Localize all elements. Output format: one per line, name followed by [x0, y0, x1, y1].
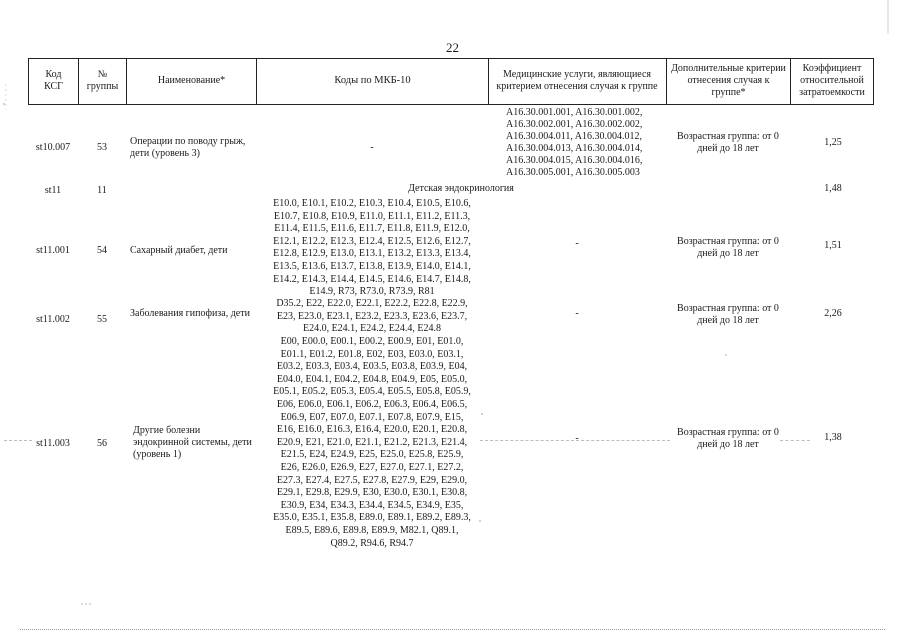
header-bottom-rule	[28, 104, 874, 105]
header-group-number: № группы	[86, 69, 119, 92]
row-profile: Детская эндокринология	[408, 183, 514, 194]
scan-dot	[81, 603, 83, 605]
scan-artifact-line	[780, 440, 810, 441]
header-divider	[666, 58, 667, 104]
page-number: 22	[446, 40, 459, 55]
header-divider	[790, 58, 791, 104]
row-group: 54	[97, 245, 107, 256]
header-divider	[873, 58, 874, 104]
row-group: 11	[97, 185, 107, 196]
scan-dot	[85, 603, 87, 605]
row-coefficient: 1,38	[824, 432, 842, 443]
row-code: st11.003	[36, 438, 70, 449]
row-group: 53	[97, 142, 107, 153]
row-coefficient: 1,25	[824, 137, 842, 148]
header-divider	[488, 58, 489, 104]
row-criteria: Возрастная группа: от 0 дней до 18 лет	[677, 303, 779, 326]
header-services: Медицинские услуги, являющиеся критерием отнесения случая к группе	[496, 69, 658, 92]
row-coefficient: 2,26	[824, 308, 842, 319]
row-name: Операции по поводу грыж, дети (уровень 3)	[130, 136, 246, 159]
scan-dot	[89, 603, 91, 605]
scan-artifact-line	[4, 440, 32, 441]
row-code: st10.007	[35, 142, 71, 153]
row-code: st11	[44, 185, 62, 196]
header-criteria: Дополнительные критерии отнесения случая к группе*	[671, 63, 786, 98]
header-code: Код КСГ	[44, 69, 63, 92]
row-code: st11.001	[36, 245, 70, 256]
header-name: Наименование*	[157, 75, 226, 86]
row-name: Другие болезни эндокринной системы, дети (уровень 1)	[133, 425, 252, 460]
row-services: -	[575, 433, 579, 444]
row-services: -	[575, 238, 579, 249]
row-coefficient: 1,48	[824, 183, 842, 194]
scan-artifact-line	[480, 440, 670, 441]
row-group: 56	[97, 438, 107, 449]
row-criteria: Возрастная группа: от 0 дней до 18 лет	[677, 131, 779, 154]
row-criteria: Возрастная группа: от 0 дней до 18 лет	[677, 427, 779, 450]
row-icd: E00, E00.0, E00.1, E00.2, E00.9, E01, E01.0, E01.1, E01.2, E01.8, E02, E03, E03.0, E03.1, E03.2, E03.3, E03.4, E03.5, E03.8, E03.9, E04, E04.0, E04.1, E04.2, E04.8, E04.9, E05, E05.0, E05.1, E05.2, E05.3, E05.4, E05.5, E05.8, E05.9, E06, E06.0, E06.1, E06.2, E06.3, E06.4, E06.5, E06.9, E07, E07.0, E07.1, E07.8, E07.9, E15, E16, E16.0, E16.3, E16.4, E20.0, E20.1, E20.8, E20.9, E21, E21.0, E21.1, E21.2, E21.3, E21.4, E21.5, E24, E24.9, E25, E25.0, E25.8, E25.9, E26, E26.0, E26.9, E27, E27.0, E27.1, E27.2, E27.3, E27.4, E27.5, E27.8, E27.9, E29, E29.0, E29.1, E29.8, E29.9, E30, E30.0, E30.1, E30.8, E30.9, E34, E34.3, E34.4, E34.5, E34.9, E35, E35.0, E35.1, E35.8, E89.0, E89.1, E89.2, E89.3, E89.5, E89.6, E89.8, E89.9, M82.1, Q89.1, Q89.2, R94.6, R94.7	[273, 336, 471, 549]
header-coefficient: Коэффициент относительной затратоемкости	[799, 63, 865, 98]
row-criteria: Возрастная группа: от 0 дней до 18 лет	[677, 236, 779, 259]
row-icd: -	[370, 142, 374, 153]
row-code: st11.002	[36, 314, 70, 325]
header-icd-codes: Коды по МКБ-10	[334, 75, 411, 86]
row-icd: D35.2, E22, E22.0, E22.1, E22.2, E22.8, E22.9, E23, E23.0, E23.1, E23.2, E23.3, E23.6, E23.7, E24.0, E24.1, E24.2, E24.4, E24.8	[276, 298, 468, 335]
row-services: A16.30.001.001, A16.30.001.002, A16.30.002.001, A16.30.002.002, A16.30.004.011, A16.30.004.012, A16.30.004.013, A16.30.004.014, A16.30.004.015, A16.30.004.016, A16.30.005.001, A16.30.005.003	[506, 107, 643, 178]
scan-dot	[725, 354, 727, 356]
row-icd: E10.0, E10.1, E10.2, E10.3, E10.4, E10.5, E10.6, E10.7, E10.8, E10.9, E11.0, E11.1, E11.2, E11.3, E11.4, E11.5, E11.6, E11.7, E11.8, E11.9, E12.0, E12.1, E12.2, E12.3, E12.4, E12.5, E12.6, E12.7, E12.8, E12.9, E13.0, E13.1, E13.2, E13.3, E13.4, E13.5, E13.6, E13.7, E13.8, E13.9, E14.0, E14.1, E14.2, E14.3, E14.4, E14.5, E14.6, E14.7, E14.8, E14.9, R73, R73.0, R73.9, R81	[273, 198, 471, 298]
row-services: -	[575, 308, 579, 319]
row-coefficient: 1,51	[824, 240, 842, 251]
row-name: Заболевания гипофиза, дети	[130, 308, 250, 319]
scan-artifact-bottom-edge	[20, 629, 885, 630]
row-group: 55	[97, 314, 107, 325]
scan-dot	[3, 103, 5, 105]
row-name: Сахарный диабет, дети	[130, 245, 228, 256]
